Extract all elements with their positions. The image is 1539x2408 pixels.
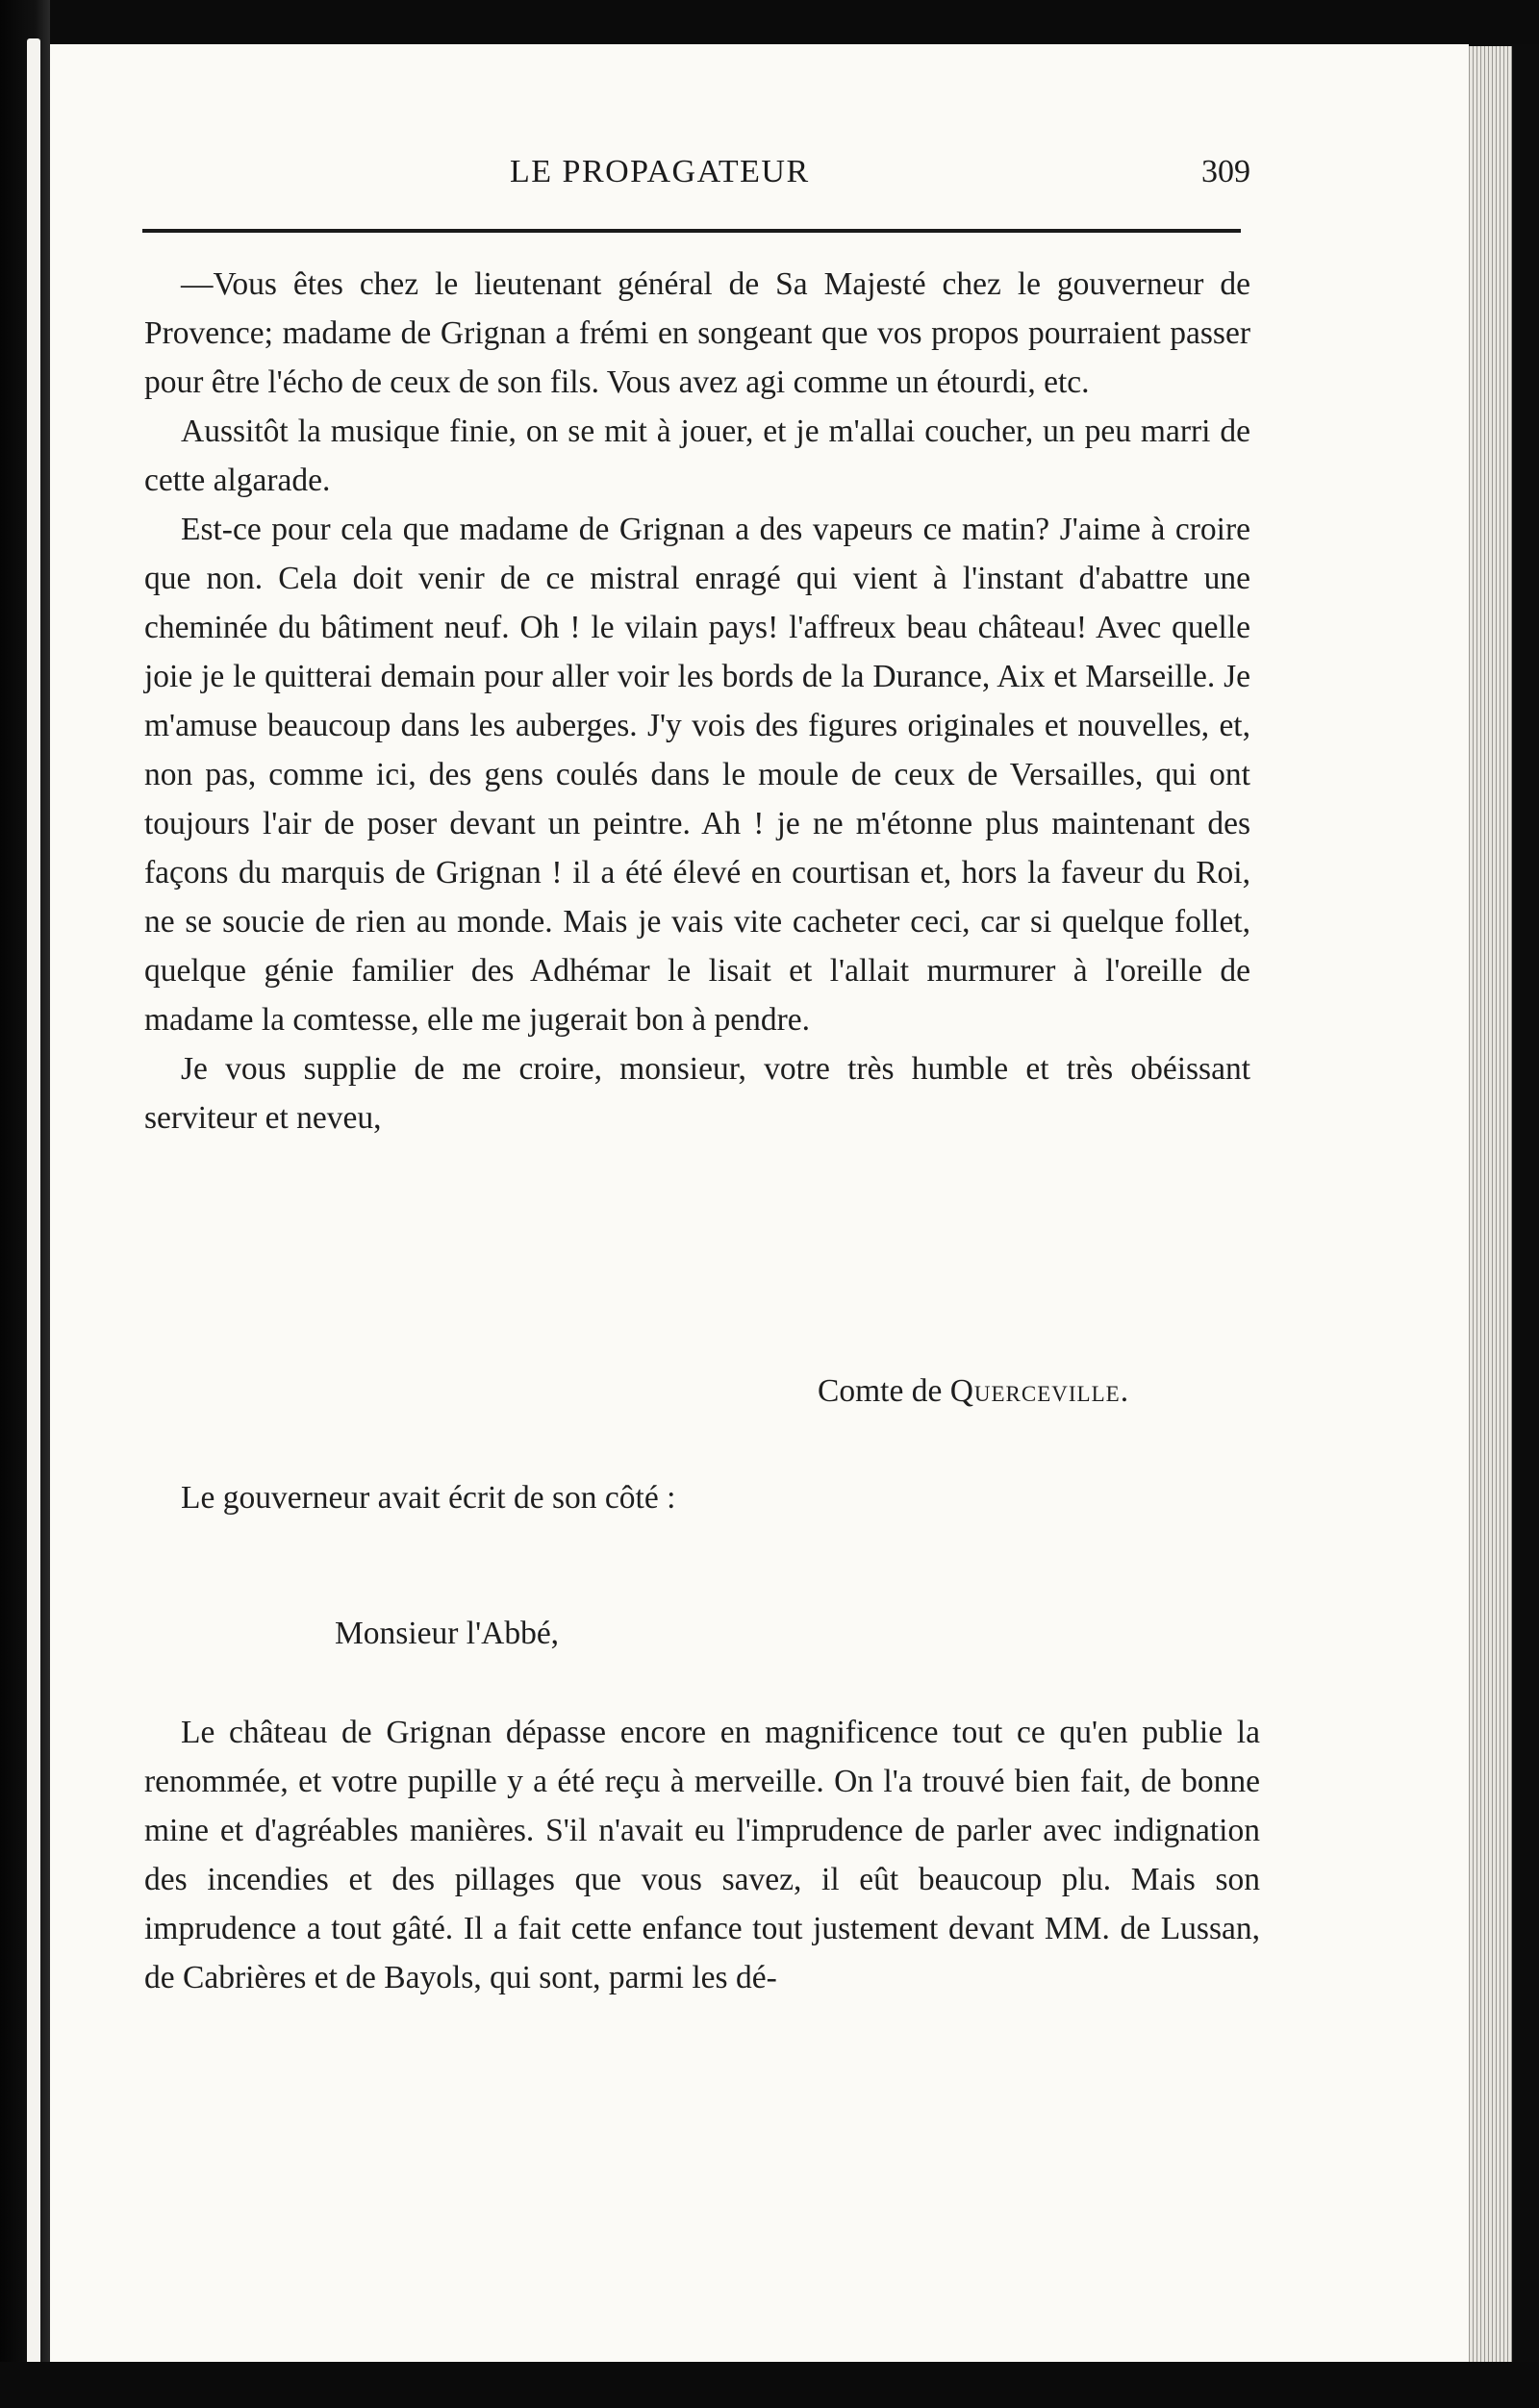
header-rule xyxy=(142,229,1241,233)
paragraph: Aussitôt la musique finie, on se mit à jouer, et je m'allai coucher, un peu marri de cette algarade. xyxy=(144,414,1250,498)
second-letter-body xyxy=(144,1708,1260,2002)
signature-name: Querceville. xyxy=(949,1373,1130,1409)
running-title: LE PROPAGATEUR xyxy=(510,154,810,189)
scan-top-border xyxy=(0,0,1539,44)
paragraph: Est-ce pour cela que madame de Grignan a des vapeurs ce matin? J'aime à croire que non. Cela doit venir de ce mistral enragé qui vient à l'instant d'abattre une cheminée du bâtiment neuf. Oh ! le vilain pays! l'affreux beau château! Avec quelle joie je le quitterai demain pour aller voir les bords de la Durance, Aix et Marseille. Je m'amuse beaucoup dans les auberges. J'y vois des figures originales et nouvelles, et, non pas, comme ici, des gens coulés dans le moule de ceux de Versailles, qui ont toujours l'air de poser devant un peintre. Ah ! je ne m'étonne plus maintenant des façons du marquis de Grignan ! il a été élevé en courtisan et, hors la faveur du Roi, ne se soucie de rien au monde. Mais je vais vite cacheter ceci, car si quelque follet, quelque génie familier des Adhémar le lisait et l'allait murmurer à l'oreille de madame la comtesse, elle me jugerait bon à pendre. xyxy=(144,512,1250,1038)
salutation: Monsieur l'Abbé, xyxy=(335,1616,560,1651)
signature-prefix: Comte de xyxy=(818,1373,943,1409)
signature xyxy=(818,1373,1129,1410)
running-head xyxy=(144,154,1250,202)
intro-line: Le gouverneur avait écrit de son côté : xyxy=(181,1480,676,1516)
paragraph: —Vous êtes chez le lieutenant général de Sa Majesté chez le gouverneur de Provence; madame de Grignan a frémi en songeant que vos propos pourraient passer pour être l'écho de ceux de son fils. Vous avez agi comme un étourdi, etc. xyxy=(144,266,1250,400)
letter-body xyxy=(144,260,1250,1142)
right-shadow xyxy=(1512,46,1539,2362)
paragraph: Je vous supplie de me croire, monsieur, votre très humble et très obéissant serviteur et neveu, xyxy=(144,1051,1250,1136)
second-letter-intro xyxy=(144,1473,1250,1522)
page-number: 309 xyxy=(1201,154,1250,189)
paragraph: Le château de Grignan dépasse encore en magnificence tout ce qu'en publie la renommée, et votre pupille y a été reçu à merveille. On l'a trouvé bien fait, de bonne mine et d'agréables manières. S'il n'avait eu l'imprudence de parler avec indignation des incendies et des pillages que vous savez, il eût beaucoup plu. Mais son imprudence a tout gâté. Il a fait cette enfance tout justement devant MM. de Lussan, de Cabrières et de Bayols, qui sont, parmi les dé- xyxy=(144,1715,1260,1995)
book-binding-edge xyxy=(0,0,50,2408)
facing-page-edge xyxy=(27,38,40,2385)
scan-bottom-border xyxy=(0,2362,1539,2408)
